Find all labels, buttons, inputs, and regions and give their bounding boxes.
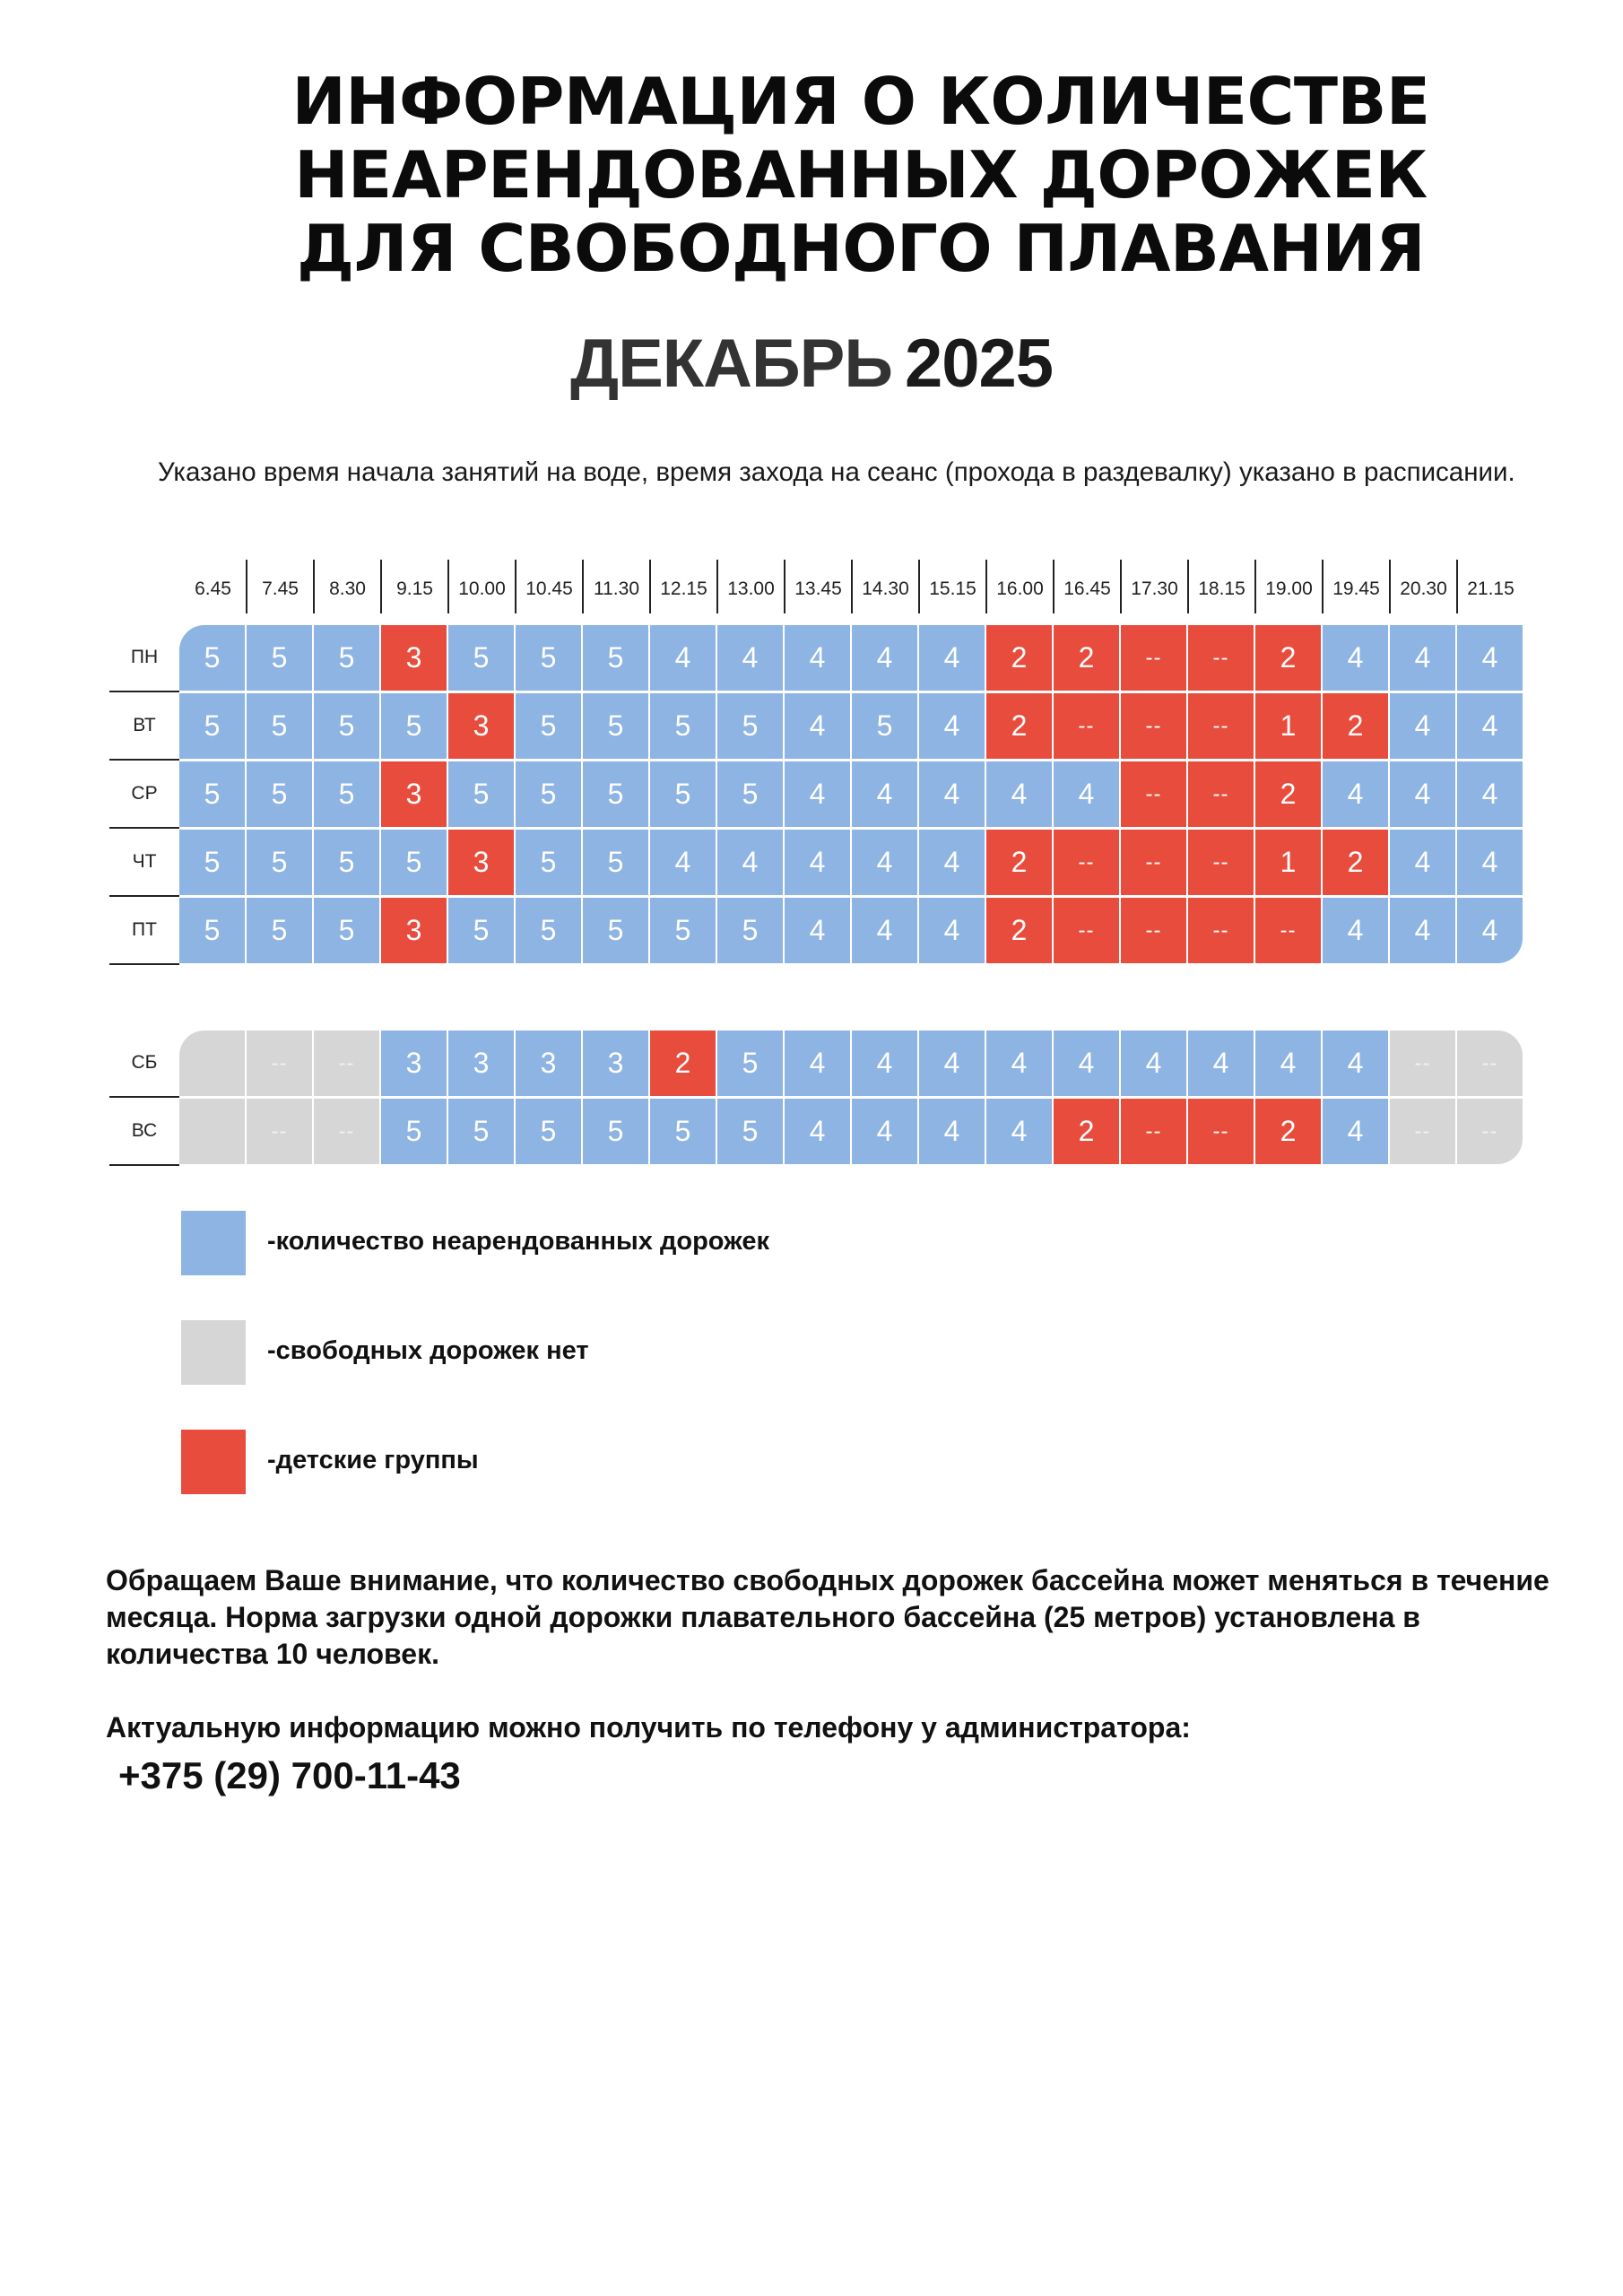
lane-cell: 4 bbox=[852, 761, 917, 827]
lane-cell: 4 bbox=[1323, 625, 1388, 691]
lane-cell: 5 bbox=[516, 1099, 581, 1164]
time-slot-17-30: 17.30 bbox=[1121, 558, 1188, 621]
lane-cell: 4 bbox=[852, 1099, 917, 1164]
time-slot-12-15: 12.15 bbox=[650, 558, 717, 621]
lane-cell: 4 bbox=[919, 1031, 985, 1096]
lane-cell: -- bbox=[1390, 1031, 1455, 1096]
legend-label: -количество неарендованных дорожек bbox=[267, 1227, 769, 1256]
lane-cell: 4 bbox=[1390, 625, 1455, 691]
lane-cell: -- bbox=[314, 1099, 379, 1164]
lane-cell: 5 bbox=[179, 898, 245, 963]
lane-cell: 4 bbox=[919, 830, 985, 895]
lane-cell: 4 bbox=[986, 1099, 1052, 1164]
lane-cell: 5 bbox=[717, 1031, 783, 1096]
time-slot-8-30: 8.30 bbox=[314, 558, 381, 621]
lane-cell: 5 bbox=[179, 625, 245, 691]
lane-cell: 4 bbox=[1457, 693, 1523, 759]
time-slot-21-15: 21.15 bbox=[1457, 558, 1524, 621]
lane-cell: 5 bbox=[448, 1099, 514, 1164]
lane-cell: 4 bbox=[852, 1031, 917, 1096]
lane-cell: -- bbox=[247, 1099, 312, 1164]
lane-cell: 5 bbox=[314, 830, 379, 895]
lane-cell: 4 bbox=[717, 830, 783, 895]
legend-swatch bbox=[181, 1211, 246, 1275]
day-label: ВТ bbox=[109, 692, 179, 761]
lane-cell: 4 bbox=[1255, 1031, 1321, 1096]
lane-cell: -- bbox=[1121, 693, 1186, 759]
lane-cell: 4 bbox=[650, 625, 716, 691]
legend-swatch bbox=[181, 1320, 246, 1385]
lane-cell: -- bbox=[1457, 1099, 1523, 1164]
admin-phone[interactable]: +375 (29) 700-11-43 bbox=[118, 1754, 461, 1796]
lane-cell: -- bbox=[1390, 1099, 1455, 1164]
time-slot-14-30: 14.30 bbox=[852, 558, 919, 621]
day-label: СБ bbox=[109, 1030, 179, 1098]
lane-cell: 5 bbox=[717, 693, 783, 759]
lane-cell: 5 bbox=[448, 898, 514, 963]
lane-cell: 2 bbox=[1323, 830, 1388, 895]
lane-cell: 2 bbox=[986, 830, 1052, 895]
lane-cell: 4 bbox=[1054, 1031, 1119, 1096]
lane-cell: 2 bbox=[650, 1031, 716, 1096]
lane-cell: 1 bbox=[1255, 693, 1321, 759]
lane-cell: 5 bbox=[583, 898, 648, 963]
lane-cell: -- bbox=[1121, 830, 1186, 895]
lane-cell: 4 bbox=[919, 1099, 985, 1164]
lane-cell: 4 bbox=[919, 761, 985, 827]
lane-cell: -- bbox=[1054, 898, 1119, 963]
lane-cell: 4 bbox=[785, 898, 850, 963]
lane-cell: 5 bbox=[717, 898, 783, 963]
lane-cell: 5 bbox=[247, 693, 312, 759]
lane-cell: 5 bbox=[852, 693, 917, 759]
page-title bbox=[269, 65, 1453, 285]
lane-cell: 4 bbox=[1390, 898, 1455, 963]
lane-cell: 3 bbox=[381, 1031, 447, 1096]
legend-label: -свободных дорожек нет bbox=[267, 1336, 589, 1365]
month-year: 2025 bbox=[904, 326, 1054, 402]
time-slot-16-00: 16.00 bbox=[986, 558, 1054, 621]
lane-cell: -- bbox=[1188, 1099, 1254, 1164]
lane-cell: 5 bbox=[314, 693, 379, 759]
lane-cell: 4 bbox=[1390, 830, 1455, 895]
legend-swatch bbox=[181, 1430, 246, 1494]
lane-cell: 2 bbox=[986, 898, 1052, 963]
lane-cell: 3 bbox=[381, 625, 447, 691]
lane-cell: -- bbox=[1121, 625, 1186, 691]
lane-cell: -- bbox=[1188, 625, 1254, 691]
lane-cell: 4 bbox=[852, 898, 917, 963]
lane-cell: 1 bbox=[1255, 830, 1321, 895]
time-slot-13-00: 13.00 bbox=[717, 558, 785, 621]
time-slot-7-45: 7.45 bbox=[247, 558, 314, 621]
lane-cell: 3 bbox=[381, 898, 447, 963]
lane-cell: 5 bbox=[179, 693, 245, 759]
lane-cell: -- bbox=[1054, 693, 1119, 759]
lane-cell bbox=[179, 1099, 245, 1164]
lane-cell: 5 bbox=[179, 830, 245, 895]
lane-cell: 4 bbox=[785, 1031, 850, 1096]
lane-cell: 2 bbox=[1255, 1099, 1321, 1164]
lane-cell: 4 bbox=[852, 830, 917, 895]
lane-cell: 5 bbox=[583, 830, 648, 895]
lane-cell: 4 bbox=[785, 625, 850, 691]
lane-cell: -- bbox=[1121, 761, 1186, 827]
lane-cell: 5 bbox=[583, 1099, 648, 1164]
lane-cell: -- bbox=[314, 1031, 379, 1096]
lane-cell: 4 bbox=[650, 830, 716, 895]
lane-cell: 5 bbox=[247, 625, 312, 691]
lane-cell: -- bbox=[1255, 898, 1321, 963]
lane-cell: 2 bbox=[986, 625, 1052, 691]
lane-cell: 4 bbox=[1323, 898, 1388, 963]
day-label: ПН bbox=[109, 624, 179, 692]
lane-cell: -- bbox=[1188, 830, 1254, 895]
lane-cell: 3 bbox=[516, 1031, 581, 1096]
lane-cell: 4 bbox=[852, 625, 917, 691]
lane-cell: 4 bbox=[919, 898, 985, 963]
lane-cell: 4 bbox=[1323, 1031, 1388, 1096]
lane-cell: 5 bbox=[448, 625, 514, 691]
lane-cell: 4 bbox=[1390, 693, 1455, 759]
lane-cell: 4 bbox=[1121, 1031, 1186, 1096]
lane-cell: 5 bbox=[247, 830, 312, 895]
lane-cell: 5 bbox=[583, 761, 648, 827]
time-slot-10-45: 10.45 bbox=[516, 558, 583, 621]
lane-cell: 4 bbox=[785, 761, 850, 827]
lane-cell: 4 bbox=[1323, 761, 1388, 827]
time-slot-11-30: 11.30 bbox=[583, 558, 650, 621]
lane-cell: 5 bbox=[650, 1099, 716, 1164]
lane-cell: 2 bbox=[1255, 761, 1321, 827]
lane-cell: 5 bbox=[247, 898, 312, 963]
lane-cell: 4 bbox=[785, 1099, 850, 1164]
lane-cell: 5 bbox=[516, 625, 581, 691]
title-line-3: ДЛЯ СВОБОДНОГО ПЛАВАНИЯ bbox=[296, 211, 1426, 286]
day-label: СР bbox=[109, 761, 179, 829]
title-line-2: НЕАРЕНДОВАННЫХ ДОРОЖЕК bbox=[294, 137, 1428, 213]
lane-cell: 3 bbox=[448, 830, 514, 895]
lane-cell: 5 bbox=[583, 693, 648, 759]
month-heading bbox=[0, 325, 1623, 403]
lane-cell: 5 bbox=[381, 693, 447, 759]
lane-cell: 3 bbox=[583, 1031, 648, 1096]
lane-cell: 5 bbox=[583, 625, 648, 691]
time-slot-16-45: 16.45 bbox=[1054, 558, 1121, 621]
footer-contact-text: Актуальную информацию можно получить по телефону у администратора: bbox=[106, 1711, 1191, 1744]
lane-cell: 5 bbox=[314, 761, 379, 827]
lane-cell: 4 bbox=[785, 830, 850, 895]
lane-cell: 3 bbox=[448, 1031, 514, 1096]
lane-cell: 4 bbox=[1323, 1099, 1388, 1164]
time-slot-13-45: 13.45 bbox=[785, 558, 852, 621]
lane-cell: 5 bbox=[381, 830, 447, 895]
lane-cell: 4 bbox=[1457, 625, 1523, 691]
time-slot-19-00: 19.00 bbox=[1255, 558, 1323, 621]
lane-cell: -- bbox=[1121, 1099, 1186, 1164]
time-slot-19-45: 19.45 bbox=[1323, 558, 1390, 621]
title-line-1: ИНФОРМАЦИЯ О КОЛИЧЕСТВЕ bbox=[291, 64, 1430, 139]
time-slot-15-15: 15.15 bbox=[919, 558, 986, 621]
lane-cell: 3 bbox=[381, 761, 447, 827]
lane-cell: 4 bbox=[986, 761, 1052, 827]
lane-cell: 2 bbox=[1054, 625, 1119, 691]
lane-cell: 4 bbox=[1390, 761, 1455, 827]
time-slot-18-15: 18.15 bbox=[1188, 558, 1255, 621]
lane-cell: 4 bbox=[1054, 761, 1119, 827]
time-slot-10-00: 10.00 bbox=[448, 558, 516, 621]
legend-label: -детские группы bbox=[267, 1446, 479, 1474]
lane-cell: 5 bbox=[516, 830, 581, 895]
lane-cell: 5 bbox=[516, 693, 581, 759]
lane-cell: 4 bbox=[1188, 1031, 1254, 1096]
schedule-note: Указано время начала занятий на воде, время захода на сеанс (прохода в раздевалку) указано в расписании. bbox=[158, 457, 1515, 487]
lane-cell: 5 bbox=[650, 761, 716, 827]
lane-cell: 5 bbox=[381, 1099, 447, 1164]
lane-cell: 4 bbox=[785, 693, 850, 759]
lane-cell: 2 bbox=[986, 693, 1052, 759]
lane-cell: 5 bbox=[314, 898, 379, 963]
lane-cell: 4 bbox=[717, 625, 783, 691]
lane-cell: 2 bbox=[1323, 693, 1388, 759]
lane-cell: -- bbox=[1188, 898, 1254, 963]
lane-cell: 3 bbox=[448, 693, 514, 759]
time-slot-9-15: 9.15 bbox=[381, 558, 448, 621]
day-label: ВС bbox=[109, 1098, 179, 1166]
day-label: ПТ bbox=[109, 897, 179, 965]
lane-cell: 4 bbox=[919, 625, 985, 691]
lane-cell: 5 bbox=[516, 761, 581, 827]
lane-cell: -- bbox=[1121, 898, 1186, 963]
time-slot-6-45: 6.45 bbox=[195, 578, 231, 599]
lane-cell: -- bbox=[1457, 1031, 1523, 1096]
lane-cell: 5 bbox=[516, 898, 581, 963]
lane-cell: -- bbox=[1188, 693, 1254, 759]
footer-notice: Обращаем Ваше внимание, что количество свободных дорожек бассейна может меняться в течение месяца. Норма загрузки одной дорожки плавательного бассейна (25 метров) установлена в количества 10 человек. bbox=[106, 1564, 1549, 1670]
lane-cell: 2 bbox=[1255, 625, 1321, 691]
lane-cell: 5 bbox=[650, 898, 716, 963]
day-label: ЧТ bbox=[109, 829, 179, 897]
time-slot-20-30: 20.30 bbox=[1390, 558, 1457, 621]
lane-cell: 4 bbox=[1457, 761, 1523, 827]
lane-cell: 4 bbox=[1457, 830, 1523, 895]
lane-cell: 5 bbox=[717, 1099, 783, 1164]
lane-cell bbox=[179, 1031, 245, 1096]
lane-cell: -- bbox=[1054, 830, 1119, 895]
lane-cell: 4 bbox=[919, 693, 985, 759]
lane-cell: 5 bbox=[314, 625, 379, 691]
lane-cell: 5 bbox=[247, 761, 312, 827]
lane-cell: 5 bbox=[448, 761, 514, 827]
month-name: ДЕКАБРЬ bbox=[569, 326, 892, 402]
lane-cell: 4 bbox=[986, 1031, 1052, 1096]
lane-cell: -- bbox=[1188, 761, 1254, 827]
lane-cell: 4 bbox=[1457, 898, 1523, 963]
lane-cell: 5 bbox=[650, 693, 716, 759]
lane-cell: 5 bbox=[179, 761, 245, 827]
lane-cell: 5 bbox=[717, 761, 783, 827]
lane-cell: -- bbox=[247, 1031, 312, 1096]
lane-cell: 2 bbox=[1054, 1099, 1119, 1164]
